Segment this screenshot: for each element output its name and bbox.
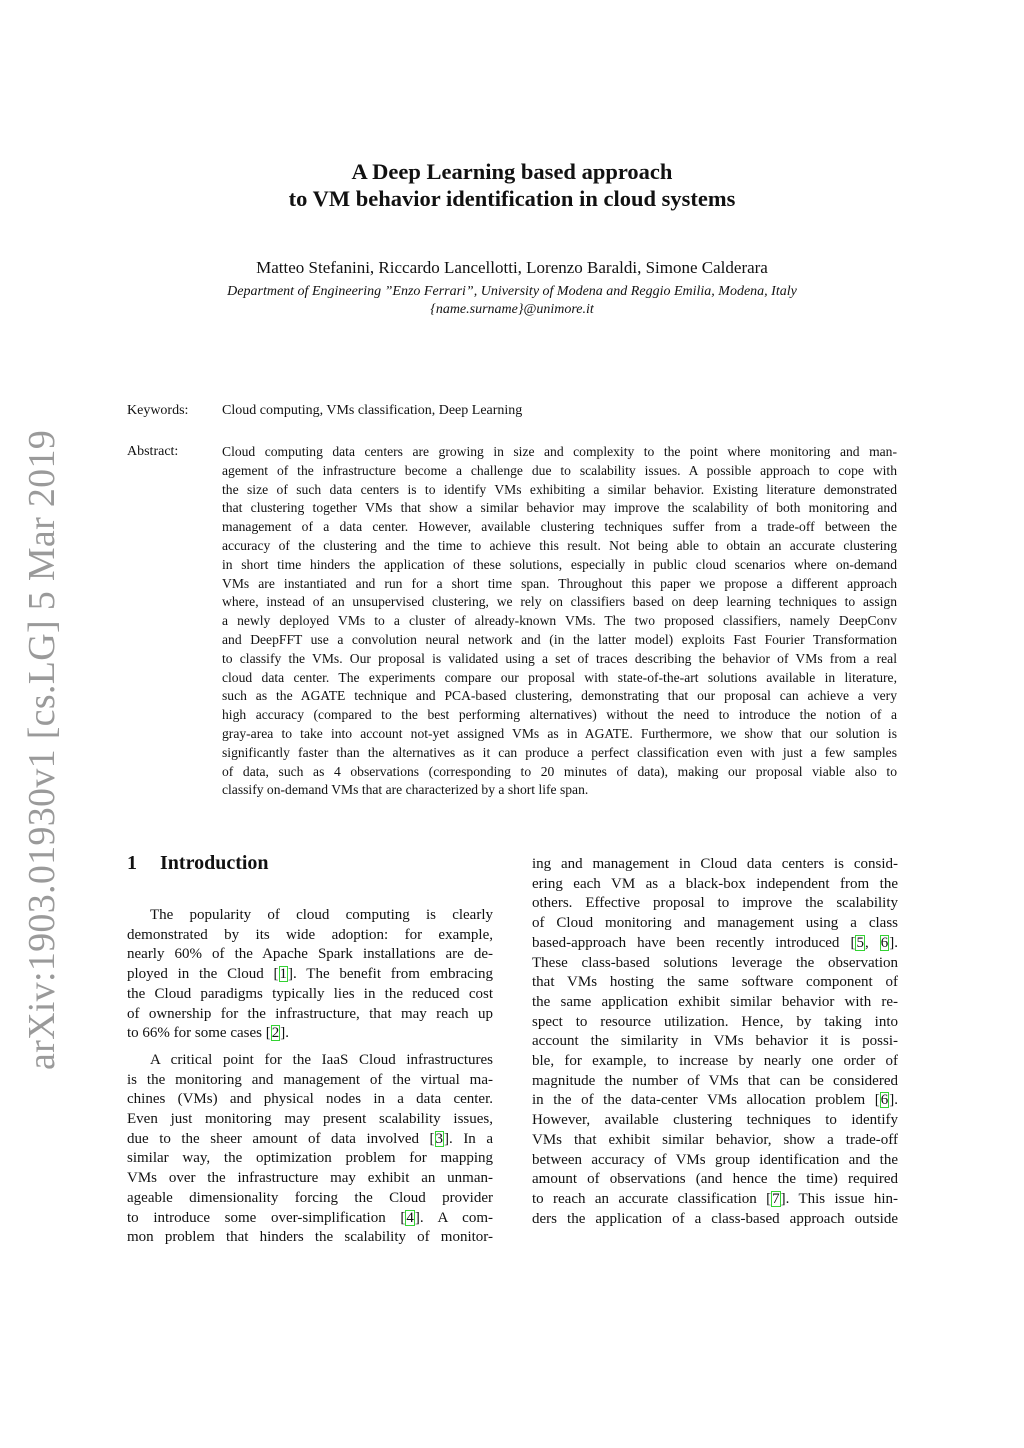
affiliation-text: Department of Engineering ”Enzo Ferrari”, University of Modena and Reggio Emilia, Modena, Italy [227, 284, 797, 299]
body-line: that VMs hosting the same software component of [532, 974, 898, 991]
body-line: amount of observations (and hence the time) required [532, 1171, 898, 1188]
right-column [532, 855, 898, 1229]
abstract-line: high accuracy (compared to the best performing alternatives) without the need to introduce the notion of a [222, 707, 897, 723]
body-line: VMs over the infrastructure may exhibit an unman- [127, 1170, 493, 1187]
body-line: A critical point for the IaaS Cloud infrastructures [150, 1051, 493, 1068]
body-line: ders the application of a class-based approach outside [532, 1210, 898, 1227]
abstract-line: agement of the infrastructure become a challenge due to scalability issues. A possible approach to cope with [222, 462, 897, 478]
body-line: account the similarity in VMs behavior it is possi- [532, 1033, 898, 1050]
body-line: However, available clustering techniques to identify [532, 1112, 898, 1129]
abstract-line: accuracy of the clustering and the time to achieve this result. Not being able to obtain an accurate clustering [222, 537, 897, 553]
body-line: the same application exhibit similar behavior with re- [532, 993, 898, 1010]
paper-title-line-2: to VM behavior identification in cloud systems [288, 186, 736, 211]
body-line: These class-based solutions leverage the observation [532, 954, 898, 971]
body-line: in the of the data-center VMs allocation problem [6]. [532, 1092, 898, 1109]
abstract-line: VMs are instantiated and run for a short time span. Throughout this paper we propose a different approach [222, 575, 897, 591]
abstract-line: in short time hinders the application of these solutions, especially in public cloud scenarios where on-demand [222, 556, 897, 572]
citation-link[interactable]: 6 [880, 934, 889, 951]
body-line: ployed in the Cloud [1]. The benefit from embracing [127, 966, 493, 983]
abstract-line: where, instead of an unsupervised clustering, we rely on classifiers based on deep learning techniques to assign [222, 594, 897, 610]
body-line: mon problem that hinders the scalability of monitor- [127, 1229, 493, 1246]
abstract-line: of data, such as 4 observations (corresponding to 20 minutes of data), making our proposal viable also to [222, 763, 897, 779]
left-column [127, 906, 493, 1248]
body-line: others. Effective proposal to improve the scalability [532, 895, 898, 912]
paper-title [128, 158, 896, 212]
arxiv-identifier-text: arXiv:1903.01930v1 [cs.LG] 5 Mar 2019 [21, 429, 64, 1071]
abstract-label: Abstract: [127, 444, 179, 459]
body-line: ing and management in Cloud data centers is consid- [532, 856, 898, 872]
abstract-line: gray-area to take into account not-yet assigned VMs as in AGATE. Furthermore, we show that our solution is [222, 725, 897, 741]
body-line: nearly 60% of the Apache Spark installations are de- [127, 946, 493, 963]
section-heading [127, 851, 269, 875]
body-line: ering each VM as a black-box independent from the [532, 875, 898, 892]
body-line: due to the sheer amount of data involved [3]. In a [127, 1130, 493, 1147]
abstract-line: management of a data center. However, available clustering techniques suffer from a trade-off between the [222, 519, 897, 535]
body-line: is the monitoring and management of the virtual ma- [127, 1071, 493, 1088]
abstract-line: and DeepFFT use a convolution neural network and (in the latter model) exploits Fast Fourier Transformation [222, 631, 897, 647]
body-line: of ownership for the infrastructure, that may reach up [127, 1005, 493, 1022]
abstract-line: such as the AGATE technique and PCA-based clustering, demonstrating that our proposal can achieve a very [222, 688, 897, 704]
body-line: Even just monitoring may present scalability issues, [127, 1111, 493, 1128]
body-line: to introduce some over-simplification [4]. A com- [127, 1209, 493, 1226]
citation-link[interactable]: 5 [856, 934, 864, 951]
body-line: spect to resource utilization. Hence, by taking into [532, 1013, 898, 1030]
abstract-line: Cloud computing data centers are growing in size and complexity to the point where monitoring and man- [222, 444, 897, 459]
affiliation-block [128, 283, 896, 319]
citation-link[interactable]: 7 [772, 1190, 780, 1207]
abstract-line: to classify the VMs. Our proposal is validated using a set of traces describing the behavior of VMs from a real [222, 650, 897, 666]
body-line: the Cloud paradigms typically lies in the reduced cost [127, 985, 493, 1002]
citation-link[interactable]: 1 [279, 966, 288, 983]
section-title: Introduction [160, 852, 269, 874]
abstract-line: classify on-demand VMs that are characterized by a short life span. [222, 782, 589, 798]
paper-title-line-1: A Deep Learning based approach [351, 159, 673, 184]
body-line: between accuracy of VMs group identification and the [532, 1151, 898, 1168]
body-line: VMs that exhibit similar behavior, show a trade-off [532, 1131, 898, 1148]
body-line: ble, for example, to increase by nearly one order of [532, 1053, 898, 1070]
citation-link[interactable]: 3 [435, 1130, 444, 1147]
author-list: Matteo Stefanini, Riccardo Lancellotti, Lorenzo Baraldi, Simone Calderara [256, 258, 768, 277]
body-line: chines (VMs) and physical nodes in a data center. [127, 1091, 493, 1108]
citation-link[interactable]: 2 [271, 1025, 280, 1042]
section-number: 1 [127, 852, 137, 874]
body-line: ageable dimensionality forcing the Cloud provider [127, 1189, 493, 1206]
keywords-label: Keywords: [127, 403, 189, 418]
intro-paragraph-2 [127, 1051, 493, 1248]
intro-paragraph-1 [127, 906, 493, 1044]
body-line: The popularity of cloud computing is clearly [150, 907, 493, 923]
keywords-text: Cloud computing, VMs classification, Deep Learning [222, 403, 523, 418]
body-line: to 66% for some cases [2]. [127, 1025, 289, 1042]
author-email: {name.surname}@unimore.it [430, 302, 594, 317]
abstract-body [222, 443, 897, 800]
abstract-line: significantly faster than the alternatives as it can produce a perfect classification even with just a few samples [222, 744, 897, 760]
body-line: similar way, the optimization problem for mapping [127, 1150, 493, 1167]
abstract-line: cloud data center. The experiments compare our proposal with state-of-the-art solutions available in literature, [222, 669, 897, 685]
body-line: of Cloud monitoring and management using a class [532, 915, 898, 932]
citation-link[interactable]: 6 [880, 1092, 889, 1109]
abstract-line: the size of such data centers is to identify VMs exhibiting a similar behavior. Existing literature demonstrated [222, 481, 897, 497]
body-line: to reach an accurate classification [7]. This issue hin- [532, 1190, 898, 1207]
body-line: demonstrated by its wide adoption: for example, [127, 926, 493, 943]
citation-link[interactable]: 4 [406, 1209, 414, 1226]
body-line: magnitude the number of VMs that can be considered [532, 1072, 898, 1089]
arxiv-identifier-stamp [8, 429, 76, 1071]
abstract-line: a newly deployed VMs to a cluster of already-known VMs. The two proposed classifiers, namely DeepConv [222, 613, 897, 629]
abstract-line: that clustering together VMs that show a similar behavior may improve the scalability of both monitoring and [222, 500, 897, 516]
body-line: based-approach have been recently introduced [5, 6]. [532, 934, 899, 951]
